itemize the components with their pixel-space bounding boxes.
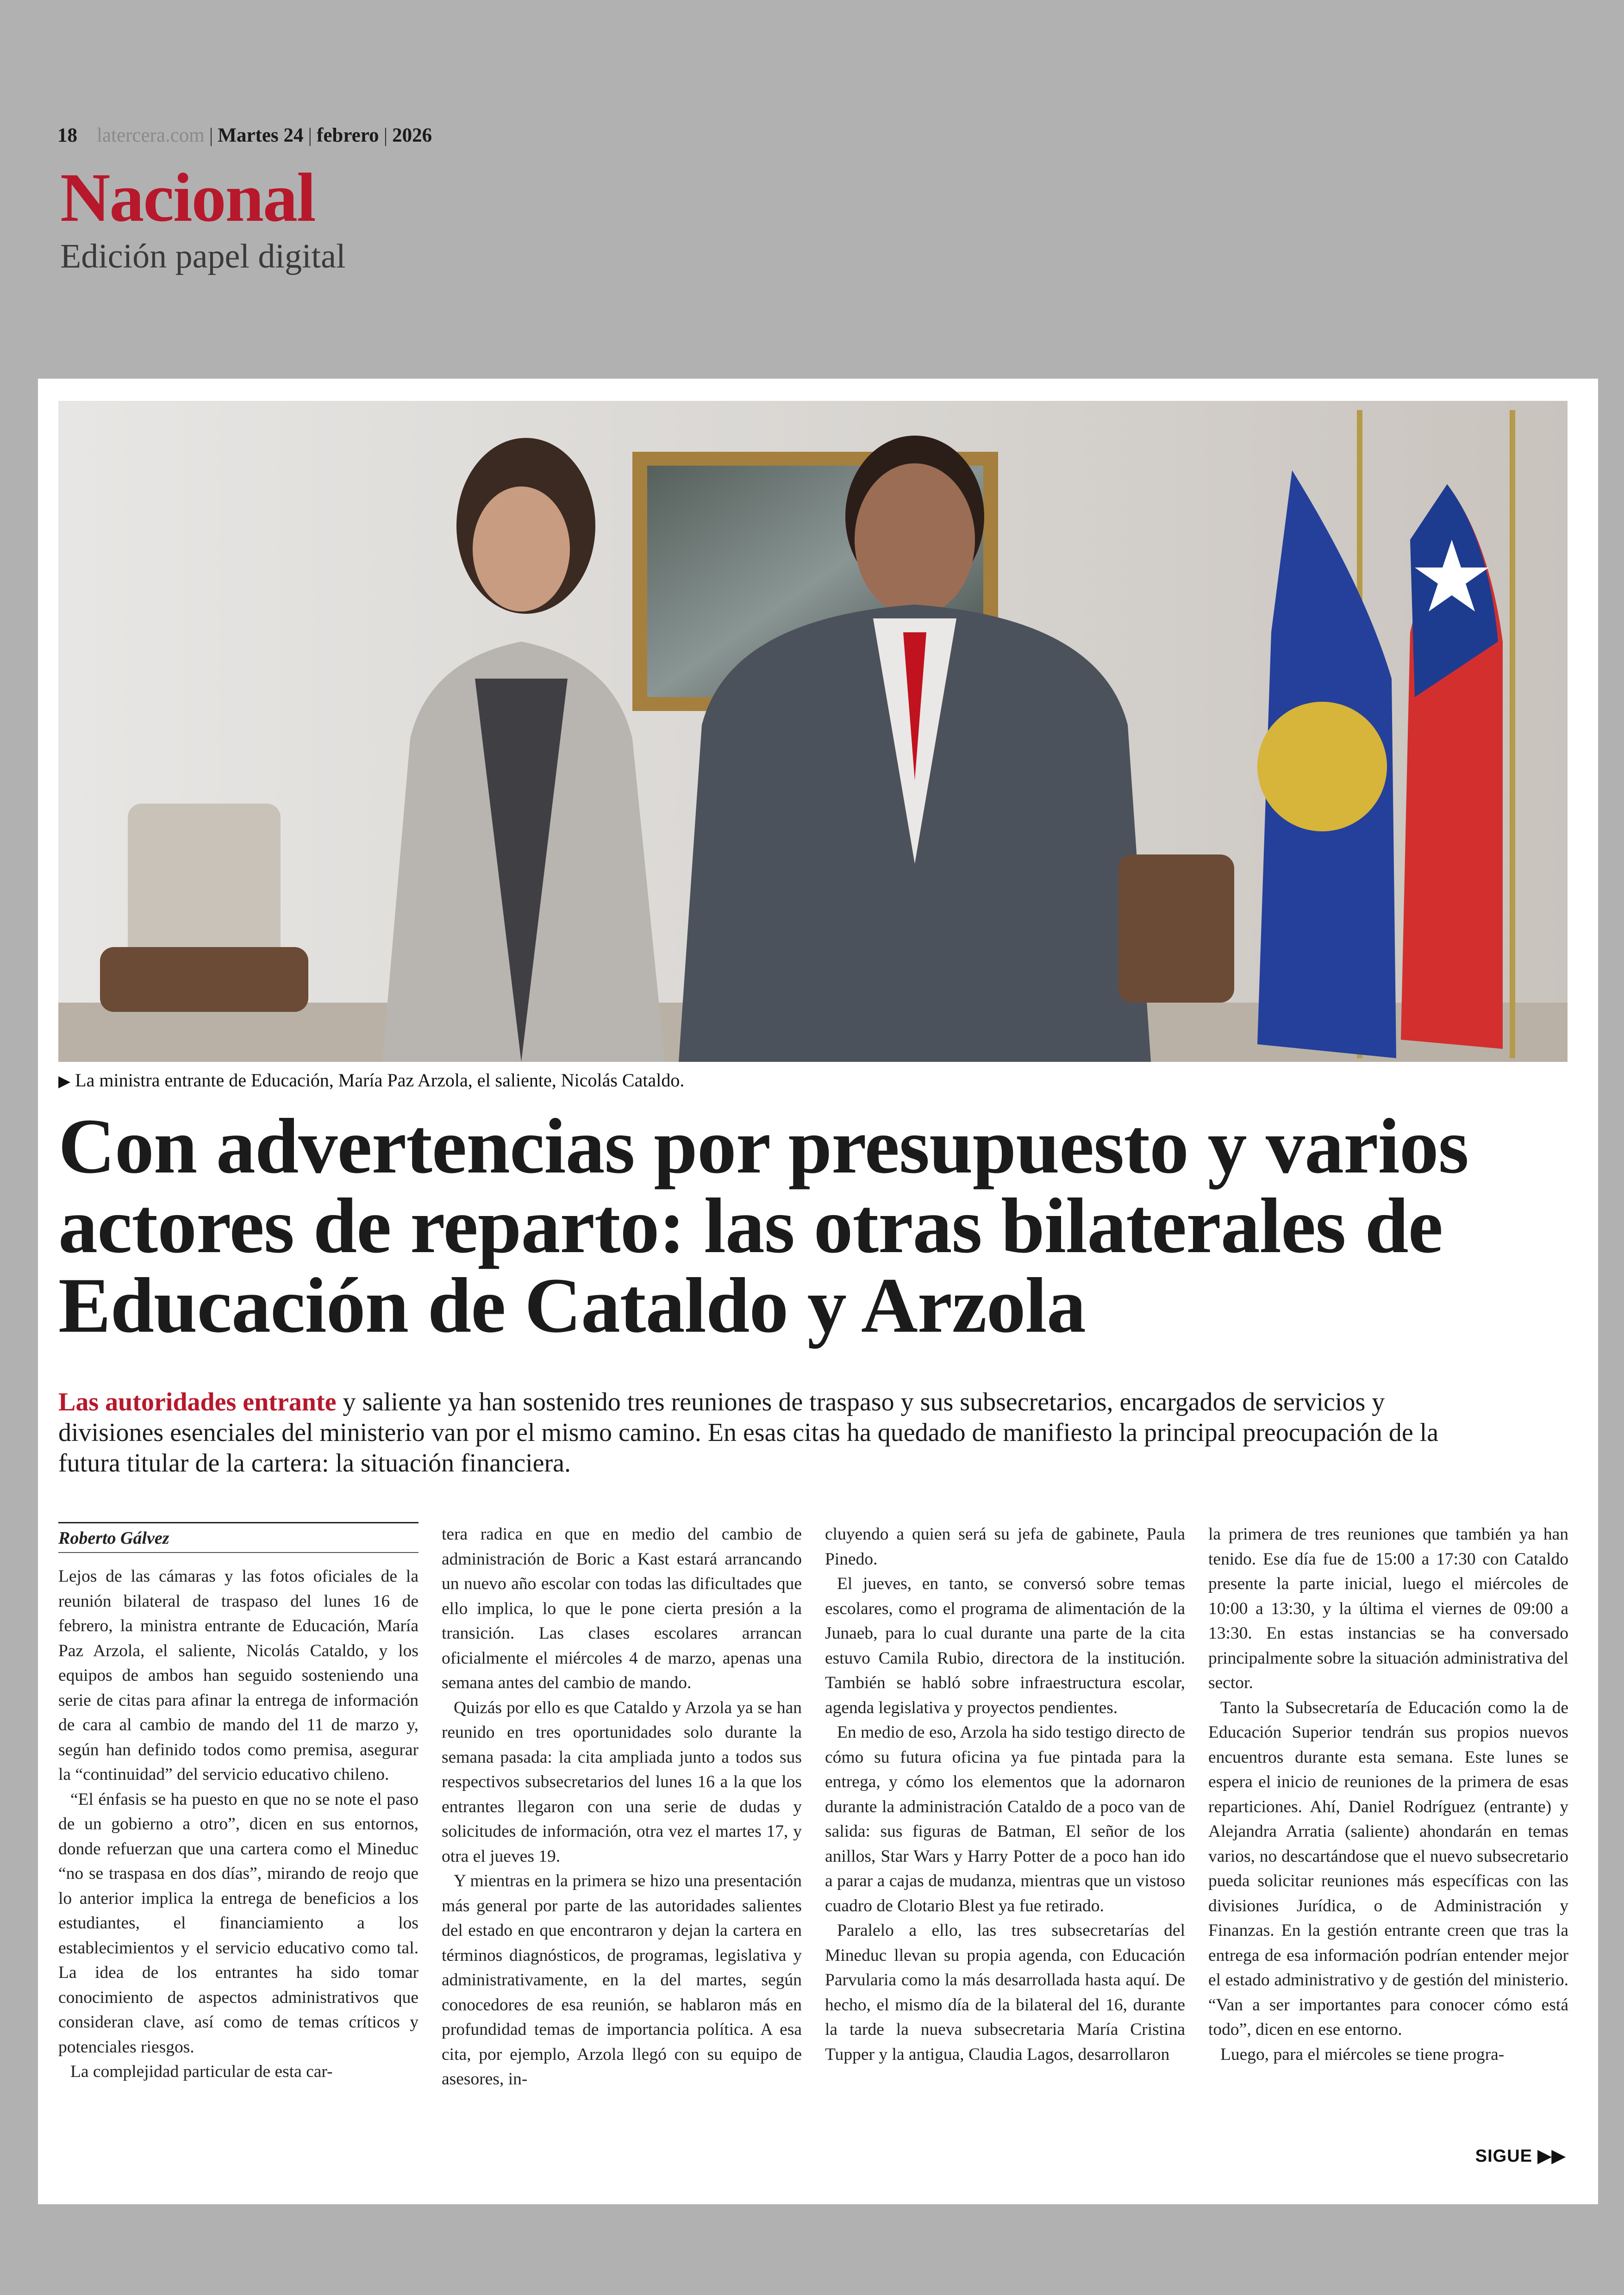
text-column-4 xyxy=(1208,1522,1568,2142)
page-number: 18 xyxy=(57,125,77,146)
paragraph: Quizás por ello es que Cataldo y Arzola ya se han reunido en tres oportunidades solo durante la semana pasada: la cita ampliada junto a todos sus respectivos subsecretarios del lunes 16 a la que los entrantes llegaron con una serie de dudas y solicitudes de información, otra vez el martes 17, y otra el jueves 19. xyxy=(442,1698,802,1866)
paragraph: La complejidad particular de esta car- xyxy=(70,2062,333,2081)
section-title: Nacional xyxy=(60,159,315,236)
article-body xyxy=(58,1522,1568,2142)
article-lead xyxy=(58,1387,1447,1478)
page-meta-line xyxy=(57,124,432,147)
caption-marker-icon: ▶ xyxy=(58,1073,71,1090)
separator: | xyxy=(209,125,213,146)
continue-link[interactable]: SIGUE ▶▶ xyxy=(1475,2146,1566,2166)
paragraph: En medio de eso, Arzola ha sido testigo directo de cómo su futura oficina ya fue pintada para la entrega, y cómo los elementos que la adornaron durante la administración Cataldo de a poco van de salida: sus figuras de Batman, El señor de los anillos, Star Wars y Harry Potter de a poco han ido a parar a cajas de mudanza, mientras que un vistoso cuadro de Clotario Blest ya fue retirado. xyxy=(825,1723,1185,1915)
paragraph: “El énfasis se ha puesto en que no se note el paso de un gobierno a otro”, dicen en sus entornos, donde refuerzan que una cartera como el Mineduc “no se traspasa en dos días”, mirando de reojo que lo anterior implica la entrega de beneficios a los estudiantes, el financiamiento a los establecimientos y el servicio educativo como tal. La idea de los entrantes ha sido tomar conocimiento de aspectos administrativos que consideran clave, así como de temas críticos y potenciales riesgos. xyxy=(58,1790,418,2057)
paragraph: El jueves, en tanto, se conversó sobre temas escolares, como el programa de alimentación de la Junaeb, para lo cual durante una parte de la cita estuvo Camila Rubio, directora de la institución. También se habló sobre infraestructura escolar, agenda legislativa y proyectos pendientes. xyxy=(825,1574,1185,1717)
text-column-3 xyxy=(825,1522,1185,2142)
lead-text: y saliente ya han sostenido tres reuniones de traspaso y sus subsecretarios, encargados de servicios y divisiones esenciales del ministerio van por el mismo camino. En esas citas ha quedado de manifiesto la principal preocupación de la futura titular de la cartera: la situación financiera. xyxy=(58,1388,1439,1478)
paragraph: la primera de tres reuniones que también ya han tenido. Ese día fue de 15:00 a 17:30 con Cataldo presente la parte inicial, luego el miércoles de 10:00 a 13:30, y la última el viernes de 09:00 a 13:30. En estas instancias se ha conversado principalmente sobre la situación administrativa del sector. xyxy=(1208,1525,1568,1692)
paragraph: Luego, para el miércoles se tiene progra- xyxy=(1220,2045,1505,2064)
text-column-1 xyxy=(58,1522,418,2142)
site-name[interactable]: latercera.com xyxy=(97,125,205,146)
newspaper-page xyxy=(38,379,1598,2204)
paragraph: Paralelo a ello, las tres subsecretarías del Mineduc llevan su propia agenda, con Educación Parvularia como la más desarrollada hasta aquí. De hecho, el mismo día de la bilateral del 16, durante la tarde la nueva subsecretaria María Cristina Tupper y la antigua, Claudia Lagos, desarrollaron xyxy=(825,1921,1185,2064)
lead-kicker: Las autoridades entrante xyxy=(58,1388,337,1416)
paragraph: Tanto la Subsecretaría de Educación como la de Educación Superior tendrán sus propios nuevos encuentros durante esta semana. Este lunes se espera el inicio de reuniones de la primera de esas reparticiones. Ahí, Daniel Rodríguez (entrante) y Alejandra Arratia (saliente) ahondarán en temas varios, no descartándose que el nuevo subsecretario pueda solicitar reuniones más específicas con las divisiones Jurídica, o de Administración y Finanzas. En la gestión entrante creen que tras la entrega de esa información podrían entender mejor el estado administrativo y de gestión del ministerio. “Van a ser importantes para conocer cómo está todo”, dicen en ese entorno. xyxy=(1208,1698,1568,2039)
edition-subtitle: Edición papel digital xyxy=(60,237,346,275)
photo-illustration-icon xyxy=(58,401,1568,1062)
byline: Roberto Gálvez xyxy=(58,1522,418,1553)
paragraph: tera radica en que en medio del cambio de administración de Boric a Kast estará arrancando un nuevo año escolar con todas las dificultades que ello implica, lo que le pone cierta presión a la transición. Las clases escolares arrancan oficialmente el miércoles 4 de marzo, apenas una semana antes del cambio de mando. xyxy=(442,1525,802,1692)
paragraph: Y mientras en la primera se hizo una presentación más general por parte de las autoridades salientes del estado en que encontraron y dejan la cartera en términos diagnósticos, de programas, legislativa y administrativamente, en la del martes, según conocedores de esa reunión, se hablaron más en profundidad temas de importancia política. A esa cita, por ejemplo, Arzola llegó con su equipo de asesores, in- xyxy=(442,1871,802,2089)
paragraph: cluyendo a quien será su jefa de gabinete, Paula Pinedo. xyxy=(825,1525,1185,1569)
text-column-2 xyxy=(442,1522,802,2142)
paragraph: Lejos de las cámaras y las fotos oficiales de la reunión bilateral de traspaso del lunes 16 de febrero, la ministra entrante de Educación, María Paz Arzola, el saliente, Nicolás Cataldo, y los equipos de ambos han seguido sosteniendo una serie de citas para afinar la entrega de información de cara al cambio de mando del 11 de marzo y, según han definido todos como premisa, asegurar la “continuidad” del servicio educativo chileno. xyxy=(58,1567,418,1784)
separator: | xyxy=(308,125,312,146)
caption-text: La ministra entrante de Educación, María Paz Arzola, el saliente, Nicolás Cataldo. xyxy=(75,1070,685,1091)
separator: | xyxy=(383,125,388,146)
article-headline: Con advertencias por presupuesto y varios actores de reparto: las otras bilaterales de Educación de Cataldo y Arzola xyxy=(58,1103,1468,1349)
article-photo xyxy=(58,401,1568,1062)
date-year: 2026 xyxy=(392,125,432,146)
photo-caption xyxy=(58,1069,684,1091)
date-month: febrero xyxy=(317,125,379,146)
date-weekday: Martes 24 xyxy=(218,125,304,146)
